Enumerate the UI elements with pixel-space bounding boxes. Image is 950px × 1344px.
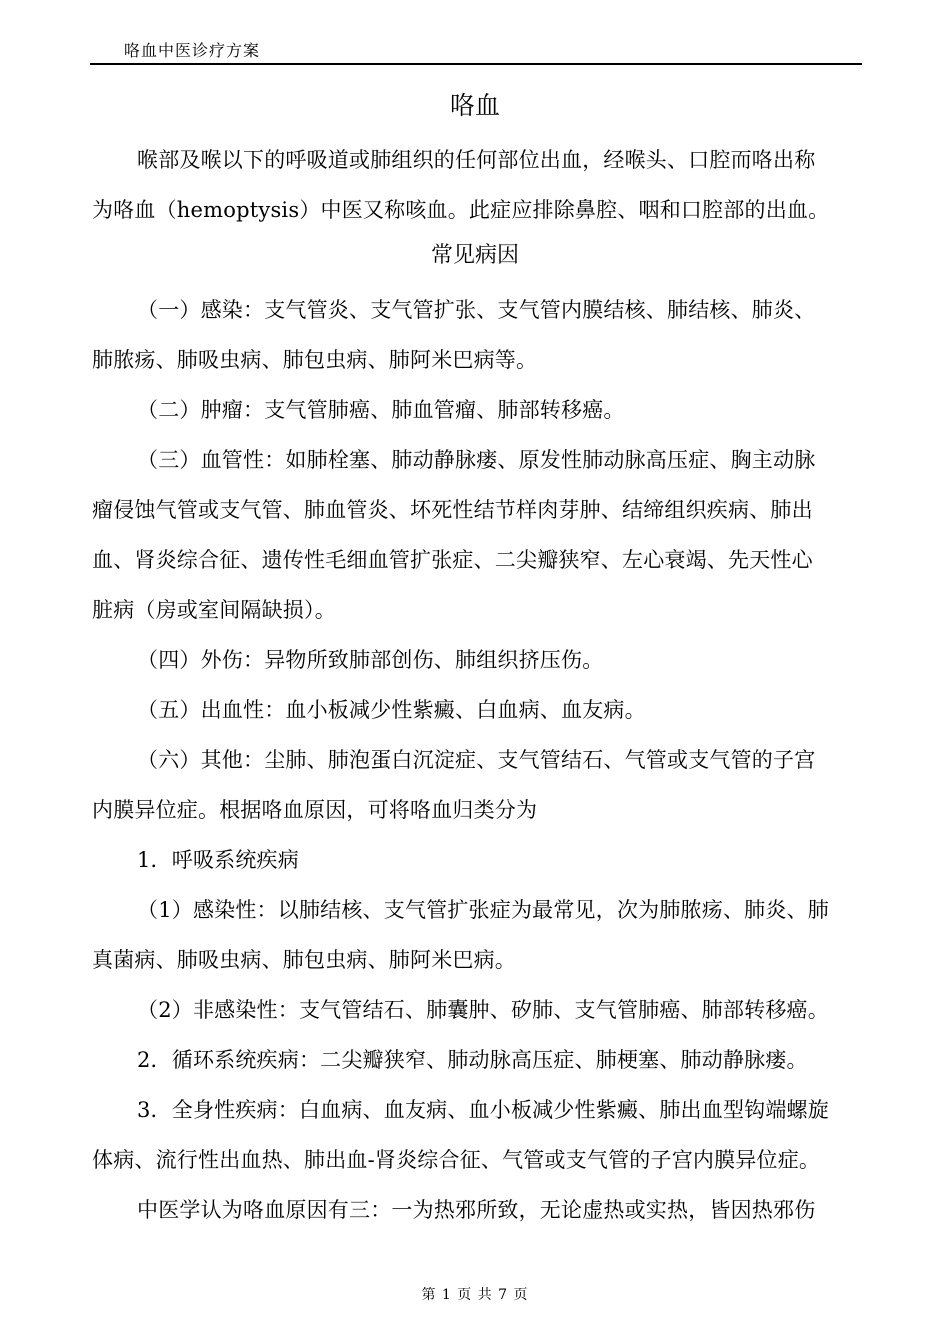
paragraph-line: 血、肾炎综合征、遗传性毛细血管扩张症、二尖瓣狭窄、左心衰竭、先天性心 — [92, 548, 813, 572]
paragraph-line: （四）外伤：异物所致肺部创伤、肺组织挤压伤。 — [137, 648, 604, 672]
paragraph-line: 脏病（房或室间隔缺损）。 — [92, 598, 336, 622]
paragraph-line: 3．全身性疾病：白血病、血友病、血小板减少性紫癜、肺出血型钩端螺旋 — [137, 1098, 829, 1122]
paragraph-line: 瘤侵蚀气管或支气管、肺血管炎、坏死性结节样肉芽肿、结缔组织疾病、肺出 — [92, 498, 813, 522]
paragraph-line: （一）感染：支气管炎、支气管扩张、支气管内膜结核、肺结核、肺炎、 — [137, 298, 816, 322]
paragraph-line: （六）其他：尘肺、肺泡蛋白沉淀症、支气管结石、气管或支气管的子宫 — [137, 748, 816, 772]
paragraph-line: 真菌病、肺吸虫病、肺包虫病、肺阿米巴病。 — [92, 948, 516, 972]
paragraph-line: 2．循环系统疾病：二尖瓣狭窄、肺动脉高压症、肺梗塞、肺动静脉瘘。 — [137, 1048, 808, 1072]
paragraph-line: 中医学认为咯血原因有三：一为热邪所致，无论虚热或实热，皆因热邪伤 — [137, 1198, 816, 1222]
paragraph-line: 喉部及喉以下的呼吸道或肺组织的任何部位出血，经喉头、口腔而咯出称 — [137, 148, 816, 172]
paragraph-line: （二）肿瘤：支气管肺癌、肺血管瘤、肺部转移癌。 — [137, 398, 625, 422]
paragraph-line: （三）血管性：如肺栓塞、肺动静脉瘘、原发性肺动脉高压症、胸主动脉 — [137, 448, 816, 472]
paragraph-line: 1．呼吸系统疾病 — [137, 848, 299, 872]
section-title: 常见病因 — [430, 243, 519, 268]
document-title: 咯血 — [449, 91, 500, 120]
header-title: 咯血中医诊疗方案 — [124, 41, 261, 60]
paragraph-line: （1）感染性：以肺结核、支气管扩张症为最常见，次为肺脓疡、肺炎、肺 — [137, 898, 829, 922]
page-number: 第 1 页 共 7 页 — [421, 1287, 529, 1303]
paragraph-line: （五）出血性：血小板减少性紫癜、白血病、血友病。 — [137, 698, 646, 722]
paragraph-line: 体病、流行性出血热、肺出血-肾炎综合征、气管或支气管的子宫内膜异位症。 — [92, 1148, 821, 1172]
header-divider — [90, 63, 862, 65]
paragraph-line: 肺脓疡、肺吸虫病、肺包虫病、肺阿米巴病等。 — [92, 348, 538, 372]
paragraph-line: 为咯血（hemoptysis）中医又称咳血。此症应排除鼻腔、咽和口腔部的出血。 — [92, 198, 830, 222]
paragraph-line: （2）非感染性：支气管结石、肺囊肿、矽肺、支气管肺癌、肺部转移癌。 — [137, 998, 829, 1022]
paragraph-line: 内膜异位症。根据咯血原因，可将咯血归类分为 — [92, 798, 538, 822]
